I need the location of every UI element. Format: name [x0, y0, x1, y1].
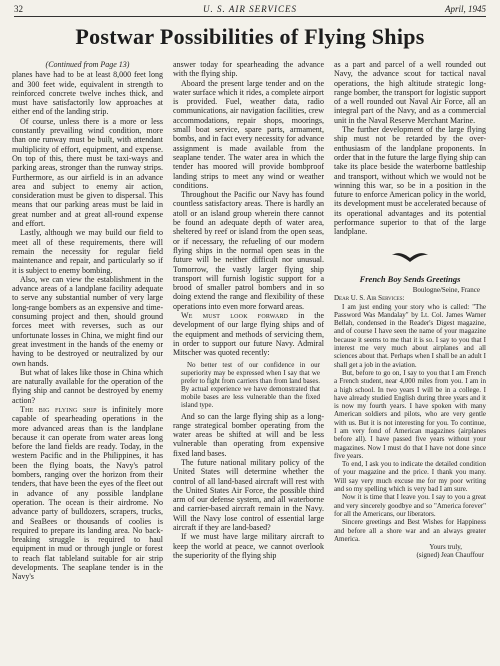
paragraph: The further development of the large flying ship must not be retarded by the over-enthusiasm of the landplane proponents. In order that in the future the large flying ship can take its place beside the waterborne battleship and transport, without which we would not be winning this war, so be in a position in the future to enforce American policy in the world, its development must be accelerated because of its operational advantages and its potential performance superior to that of the large landplane. — [334, 125, 486, 237]
block-quote — [181, 361, 320, 409]
letter-paragraph: Sincere greetings and Best Wishes for Happiness and before all a shore war and an always greater America. — [334, 518, 486, 543]
letter-heading: French Boy Sends Greetings — [359, 273, 461, 284]
continued-note: (Continued from Page 13) — [45, 60, 130, 69]
paragraph: We must look forward in the development of our large flying ships and of the equipment and methods of servicing them, in order to support our future Navy. Admiral Mitscher was quoted recently: — [173, 311, 325, 358]
page-number: 32 — [14, 4, 23, 14]
paragraph: The future national military policy of the United States will determine whether the control of all land-based aircraft will rest with the United States Air Force, the possible third arm of our defense system, and all waterborne and carrier-based aircraft remain in the Navy. Will the Navy lose control of essential large aircraft if they are land-based? — [173, 457, 324, 533]
reader-letter — [334, 286, 486, 560]
letter-paragraph: But, before to go on, I say to you that I am French a French student, near 4,000 miles from you. I am in a high school. In two years I will be in a college. I have already studied English during three years and it is now my fourth years. I have spoken with many American soldiers and pilots, who are very gentle with us. But it is not interesting for you. To continue, I am very fond of American magazines (airplanes before all). I have passed five years without your magazines. Now I must do that I have not done since five years. — [334, 368, 486, 460]
paragraph: The big flying ship is infinitely more capable of spearheading operations in the more advanced areas than is the landplane because it can operate from water areas long before the land fields are ready. Today, in the western Pacific and in the Philippines, it has been the flying boats, the Navy's patrol bombers, ranging over the horizon from their tenders, that have been the eyes of the fleet out in advance of any possible landplane operation. The ocean is their airdrome. No advance party of bulldozers, scrapers, trucks, and SeaBees or thousands of coolies is required to prepare its landing area. No back-breaking struggle is required to haul equipment in mud or through jungle or forest to reach flat tableland suitable for air strip developments. The seaplane tender is in the Navy's — [12, 404, 163, 582]
paragraph: Aboard the present large tender and on the water surface which it rides, a complete airport is provided. Fuel, weather data, radio communications, air navigation facilities, crew accommodations, repair shops, moorings, small boat service, spare parts, armament, bombs, and in fact every necessity for advance assignment is made available from the seaplane tender. The water area in which the tender has moored will provide bombproof landing strips to meet any wind or weather conditions. — [173, 78, 324, 190]
paragraph: planes have had to be at least 8,000 feet long and 300 feet wide, equivalent in strength to reinforced concrete twelve inches thick, and must have satisfactorily low approaches at either end of the landing strip. — [12, 70, 163, 117]
article-column-2 — [173, 60, 324, 560]
article-title: Postwar Possibilities of Flying Ships — [75, 24, 425, 49]
run-in-heading: The big flying ship — [20, 404, 97, 414]
letter-signature: (signed) Jean Chauffour — [416, 551, 484, 560]
letter-paragraph: I am just ending your story who is called: "The Password Was Mandalay" by Lt. Col. James Warner Bellah, condensed in the Reader's Digest magazine, and of course I have seen the name of your magazine because it seems to me that it is so. I say to you that I interest me very much about airplanes and all sciences about that. Perhaps when I shall be an adult I shall get a job in the aviation. — [334, 302, 486, 369]
paragraph: Of course, unless there is a more or less constantly prevailing wind condition, more than one runway must be built, with attendant multiplicity of effort, equipment, and expense. On top of this, there must be taxi-ways and parking areas, stronger than the runway strips. Furthermore, as our airfield is in an advance area and subject to enemy air action, consideration must be given to dispersal. This means that our parking areas must be laid in great number and at great all-round expense and effort. — [12, 116, 163, 229]
magazine-name: U. S. AIR SERVICES — [203, 4, 297, 14]
paragraph: If we must have large military aircraft to keep the world at peace, we cannot overlook the superiority of the flying ship — [173, 532, 324, 560]
article-column-3 — [334, 60, 486, 560]
letter-location: Boulogne/Seine, France — [412, 285, 480, 294]
paragraph: as a part and parcel of a well rounded out Navy, the advance scout for tactical naval operations, the high altitude strategic long-range bomber, the transport for logistic support of a well rounded out Naval Air Force, all an integral part of the Navy, and as a commercial unit in the Naval Reserve Merchant Marine. — [334, 60, 486, 125]
run-in-heading: We must look forward — [181, 311, 289, 321]
paragraph: Lastly, although we may build our field to meet all of these requirements, there will remain the necessity for regular field maintenance and repair, and particularly so if it is subject to enemy bombing. — [12, 228, 163, 275]
article-column-1 — [12, 60, 163, 582]
letter-salutation: Dear U. S. Air Services: — [334, 294, 405, 303]
seagull-ornament-icon — [390, 249, 430, 265]
quote-text: No better test of our confidence in our superiority may be expressed when I say that we prefer to fight from carriers than from land bases. By actual experience we have demonstrated that mobile bases are less vulnerable than the fixed island type. — [181, 360, 320, 409]
paragraph: answer today for spearheading the advance with the flying ship. — [173, 60, 324, 79]
paragraph: And so can the large flying ship as a long-range strategical bomber operating from the water areas be shifted at will and be less vulnerable than operating from expensive fixed land bases. — [173, 411, 324, 458]
paragraph: Also, we can view the establishment in the advance areas of a landplane facility adequate to serve any substantial number of very large long-range bombers as an expensive and time-consuming project and then, should ground forces meet with reverses, such as our unfortunate losses in China, we might find our great investment in the hands of the enemy or having to be destroyed or neutralized by our own hands. — [12, 274, 163, 368]
letter-paragraph: Now it is time that I leave you. I say to you a great and very sincerely goodbye and so "America forever" for all the Americans, our liberators. — [334, 493, 486, 518]
header-rule — [14, 16, 486, 17]
letter-paragraph: To end, I ask you to indicate the detailed condition of your magazine and the price. I thank you many. Will say very much excuse me for my poor writing and so my spelling which is very bad I am sure. — [334, 460, 486, 494]
letter-closing: Yours truly, — [429, 543, 462, 552]
paragraph: But what of lakes like those in China which are naturally available for the operation of the flying ship and cannot be destroyed by enemy action? — [12, 367, 163, 405]
paragraph: Throughout the Pacific our Navy has found countless satisfactory areas. There is hardly an atoll or an island group wherein there cannot be found an adequate depth of water area, sheltered by reef or island from the open seas, or if necessary, the refueling of our modern flying ships in the normal open seas in the future will be neither difficult nor unusual. Tomorrow, the vastly larger flying ship transport will furnish logistic support for a brood of smaller patrol bombers and in so doing extend the range and flexibility of these operations into even more forward areas. — [173, 190, 324, 311]
issue-date: April, 1945 — [444, 4, 486, 14]
